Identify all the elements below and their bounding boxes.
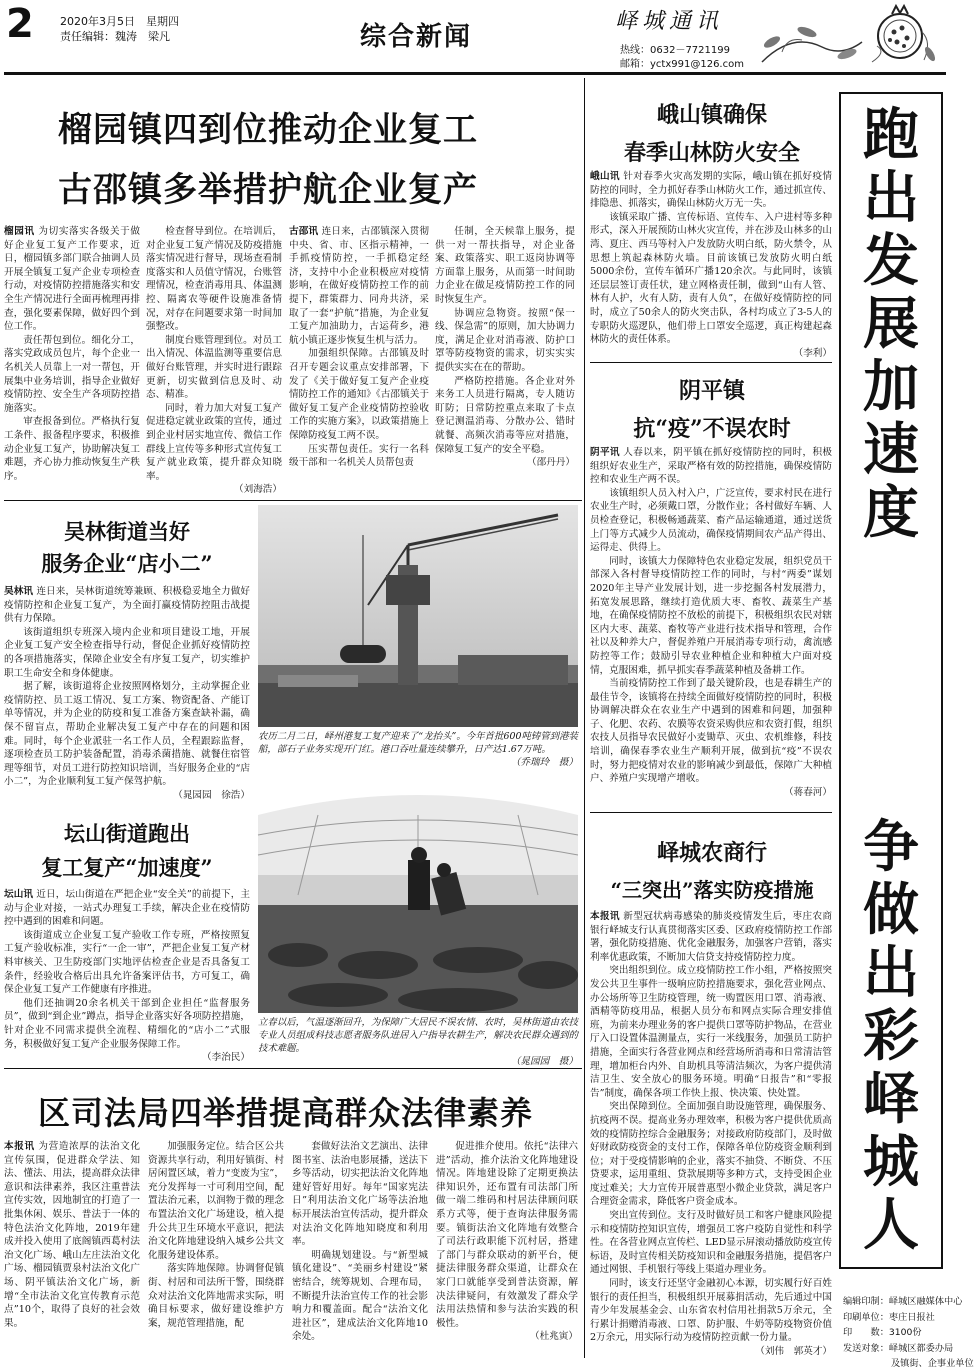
paragraph: 加强服务定位。结合区公共资源共享行动，利用好镇街、村居闲置区域，着力“变废为宝”，充分发挥每一寸可利用空间，配置法治元素，以润物于微的理念布置法治文化广场建设，植入提升公共卫生环境水平意识，把法治文化阵地建设纳入城乡公共文化服务建设体系。 bbox=[148, 1141, 284, 1261]
editor-line: 责任编辑：魏涛 梁凡 bbox=[60, 30, 170, 43]
paragraph: 套做好法治文艺演出、法律图书室、法治电影展播，送法下乡等活动，切实把法治文化阵地建好管好用好。每年“国家宪法日”利用法治文化广场等法治地标开展法治宣传活动，提升群众对法治文化阵地知晓度和利用率。 bbox=[292, 1141, 428, 1248]
photo-credit: （乔瑞玲 摄） bbox=[510, 757, 578, 768]
greenhouse-photo bbox=[258, 815, 578, 1013]
paragraph: 促进推介使用。依托“法律六进”活动，推介法治文化阵地建设情况。阵地建设除了定期更换法律知识外，还布置有司法部门所做一端二维码和村居法律顾问联系方式等，便于查询法律服务需要。镇街法治文化阵地有效整合了司法行政职能下沉村居，搭建了部门与群众联动的新平台，便捷法律服务群众渠道，让群众在家门口就能享受到普法资源，解决法律疑问，有效激发了群众学法用法热情和参与法治实践的积极性。 bbox=[436, 1141, 578, 1329]
headline-nongshang-1: 峄城农商行 bbox=[656, 840, 767, 866]
paragraph: 该镇组织人员入村入户，广泛宣传，要求村民在进行农业生产时，必须戴口罩，分散作业；各村做好车辆、人员检查登记，积极畅通蔬菜、畜产品运输通道，通过送货上门等方式减少人员流动，确保疫情期间农产品产得出、运得走、供得上。 bbox=[590, 487, 832, 554]
divider bbox=[4, 500, 582, 501]
header-rule bbox=[4, 72, 946, 75]
headline-liuyuan: 榴园镇四到位推动企业复工 bbox=[58, 110, 478, 150]
paragraph: 明确规划建设。与“新型城镇化建设”、“美丽乡村建设”紧密结合，统筹规划、合理布局，不断提升法治宣传工作的社会影响力和覆盖面。配合“法治文化进社区”，建成法治文化阵地10余处。 bbox=[292, 1249, 428, 1343]
photo-credit: （晁园园 摄） bbox=[510, 1056, 578, 1067]
paragraph: 当前疫情防控工作到了最关键阶段，也是春耕生产的最佳节令，该镇将在持续全面做好疫情防控的同时，积极协调解决群众在农业生产中遇到的困难和问题，加强种子、化肥、农药、农膜等农资采购供应和农资打假，组织农技人员指导农民做好小麦锄草、灭虫、农机维修，科技培训，确保春季农业生产顺利开展，做到抗“疫”不误农时，努力把疫情对农业的影响减少到最低，保障广大种植户、养殖户实现增产增收。 bbox=[590, 678, 832, 785]
paragraph: 突出组织到位。成立疫情防控工作小组，严格按照突发公共卫生事件一级响应防控措施要求，强化营业网点、办公场所等卫生防疫管理，统一购置医用口罩、消毒液、酒精等防疫用品，根据人员分布和网点实际合理安排值班，为前来办理业务的客户提供口罩等防护物品，在营业厅入口设置体温测量点，实行一米线服务，加强员工防护措施，全面实行各营业网点和经营场所消毒和日常清洁管理，增加柜台内外、自助机具等清洁频次，为客户提供清洁卫生、安全放心的服务环境。明确“日报告”和“零报告”制度，确保各项工作快上报、快决策、快处置。 bbox=[590, 965, 832, 1099]
paragraph: 连日来，古邵镇深入贯彻中央、省、市、区指示精神，一手抓疫情防控，一手抓稳定经济，支持中小企业积极应对疫情影响，在做好疫情防控工作的前提下，群策群力、同舟共济，采取了一套“护航”措施，为企业复工复产加油助力，古运荷乡，港航小镇正逐步恢复生机与活力。 bbox=[289, 226, 429, 346]
paragraph: 压实帮包责任。实行一名科级干部和一名机关人员帮包责 bbox=[289, 443, 429, 469]
slogan-char: 争 bbox=[863, 815, 919, 880]
slogan-char: 跑 bbox=[863, 103, 919, 168]
byline: （刘伟 郭英才） bbox=[755, 1346, 832, 1357]
paragraph: 突出宣传到位。支行及时做好员工和客户健康风险提示和疫情防控知识宣传，增强员工客户疫防自觉性和科学性。在各营业网点宣传栏、LED显示屏滚动播放防疫宣传标语，及时宣传相关防疫知识和金融服务措施，提倡客户通过网银、手机银行等线上渠道办理业务。 bbox=[590, 1210, 832, 1276]
publisher: 编辑印制：峄城区融媒体中心 bbox=[843, 1296, 963, 1307]
byline: （杜兆寅） bbox=[530, 1331, 578, 1343]
headline-tanshan-1: 坛山街道跑出 bbox=[64, 821, 190, 846]
slogan-line1 bbox=[841, 104, 941, 545]
slogan-char: 人 bbox=[863, 1193, 919, 1258]
publication-info bbox=[843, 1294, 974, 1372]
byline: （李治民） bbox=[202, 1052, 250, 1064]
divider bbox=[4, 1068, 582, 1069]
slogan-char: 发 bbox=[863, 229, 919, 294]
paragraph: 落实阵地保障。协调督促镇街、村居和司法所干警，围绕群众对法治文化阵地需求实际，明确目标要求，做好建设维护方案，规范管理措施，配 bbox=[148, 1263, 284, 1329]
sifa-col1 bbox=[4, 1140, 140, 1362]
headline-nongshang-2: “三突出”落实防疫措施 bbox=[610, 878, 814, 902]
paragraph: 协调应急物资。按照“保一线、保急需”的原则，加大协调力度，满足企业对消毒液、防护口罩等防疫物资的需求，切实实实提供实实在在的帮助。 bbox=[435, 307, 575, 373]
slogan-char: 彩 bbox=[863, 1004, 919, 1069]
paragraph: 据了解，该街道将企业按照网格划分，主动掌握企业疫情防控、员工返工情况、复工方案、物资配备、产能订单等情况，并为企业的防疫和复工准备方案查缺补漏，确保不留盲点，帮助企业解决复工复产中存在的问题和困难。同时，每个企业派驻一名工作人员，全程跟踪监督，逐项检查员工防护装备配置，消毒杀菌措施、就餐住宿管理等细节，对员工进行防控知识培训，当好服务企业的“店小二”，为企业顺利复工复产保驾护航。 bbox=[4, 681, 250, 788]
headline-gushao: 古邵镇多举措护航企业复产 bbox=[58, 170, 478, 210]
eshan-body bbox=[590, 170, 833, 359]
paragraph: 他们还抽调20余名机关干部到企业担任“监督服务员”，做到“到企业”蹲点，指导企业落实好各项防控措施，针对企业不同需求提供全流程、精细化的“店小二”式服务，积极做好复工复产企业服务保障工作。 bbox=[4, 997, 250, 1050]
dateline: 本报讯 bbox=[590, 911, 620, 922]
caption-text: 农历二月二日，峄州港复工复产迎来了“龙抬头”。今年首批600吨铸管到港装船，部石子业务实现开门红。港口吞吐量连续攀升，日产达1.67万吨。 bbox=[258, 731, 578, 755]
liuyuan-col2 bbox=[146, 225, 282, 495]
byline: （李利） bbox=[793, 347, 832, 359]
headline-yinping-1: 阴平镇 bbox=[678, 378, 745, 404]
paragraph: 同时，该镇大力保障特色农业稳定发展，组织党员干部深入各村督导疫情防控工作的同时，与村“两委”谋划2020年主导产业发展计划，进一步挖掘各村发展潜力，拓宽发展思路，继续打造优质大枣、畜牧、蔬菜生产基地，在确保疫情防控不放松的前提下，积极组织农民对辖区内大枣、蔬菜、畜牧等产业进行技术指导和管理，合作社以及种养大户，督促养殖户开展消毒专项行动，禽流感防控等工作；鼓励引导农业种植企业和种植大户面对疫情，克服困难，抓早抓实春季蔬菜种植及备耕工作。 bbox=[590, 555, 832, 676]
dateline: 峨山讯 bbox=[590, 171, 620, 182]
page-number: 2 bbox=[6, 1, 34, 47]
nongshang-body bbox=[590, 910, 832, 1362]
byline: （刘海浩） bbox=[234, 484, 282, 496]
slogan-char: 出 bbox=[863, 941, 919, 1006]
photo1-caption bbox=[258, 730, 578, 796]
sifa-col4 bbox=[436, 1140, 578, 1362]
sifa-col3 bbox=[292, 1140, 428, 1362]
paragraph: 同时，着力加大对复工复产促进稳定就业政策的宣传，通过到企业村居实地宣传、微信工作群线上宣传等多种形式宣传复工复产就业政策，提升群众知晓率。 bbox=[146, 402, 282, 482]
slogan-char: 展 bbox=[863, 292, 919, 357]
newspaper-brand: 峄城通讯 bbox=[615, 9, 724, 34]
byline: （蒋春河） bbox=[784, 786, 832, 798]
column-divider bbox=[584, 78, 585, 1358]
headline-wulin-2: 服务企业“店小二” bbox=[41, 551, 213, 576]
photo2-caption bbox=[258, 1016, 578, 1067]
paragraph: 新型冠状病毒感染的肺炎疫情发生后，枣庄农商银行峄城支行认真贯彻落实区委、区政府疫情防控工作部署，强化防疫措施、优化金融服务，加强客户营销，落实利率优惠政策，不断加大信贷支持疫情防控力度。 bbox=[590, 911, 833, 963]
paragraph: 审查报备到位。严格执行复工条件、报备程序要求，积极推动企业复工复产，协助解决复工难题，齐心协力推动恢复生产秩序。 bbox=[4, 416, 140, 482]
slogan-char: 做 bbox=[863, 878, 919, 943]
paragraph: 严格防控措施。各企业对外来务工人员进行隔离，专人随访盯防；日常防控重点来取了卡点登记测温消毒、分散办公、错时就餐、高频次消毒等应对措施，保障复工复产的安全平稳。 bbox=[435, 375, 575, 455]
dateline: 吴林讯 bbox=[4, 586, 34, 597]
slogan-char: 出 bbox=[863, 166, 919, 231]
paragraph: 近日，坛山街道在严把企业“安全关”的前提下，主动与企业对接，一站式办理复工手续，解决企业在疫情防控中遇到的困难和问题。 bbox=[4, 889, 251, 928]
paragraph: 该镇采取广播、宣传标语、宣传车、入户进村等多种形式，深入开展预防山林火灾宣传，并在涉及山林多的山湾、夏庄、西马等村入户发放防火明白纸，防火禁令，从思想上筑起森林防火墙。目前该镇已发放防火明白纸5000余份，宣传车循环广播120余次。与此同时，该镇还层层签订责任状，建立网格责任制，做到“山有人管、林有人护，火有人防，责有人负”，在做好疫情防控的同时，成立了50余人的防火突击队，各村均成立了3-5人的专职防火巡逻队，他们带上口罩安全巡逻，真正构建起森林防火的责任体系。 bbox=[590, 211, 832, 346]
print-run: 印 数：3100份 bbox=[843, 1327, 922, 1338]
liuyuan-col1 bbox=[4, 225, 140, 495]
printer: 印刷单位：枣庄日报社 bbox=[843, 1311, 935, 1323]
paragraph: 该街道组织专班深入境内企业和项目建设工地，开展企业复工复产安全检查指导行动，督促企业抓好疫情防控的各项措施落实，保障企业安全有序复工复产，切实维护职工生命安全和身体健康。 bbox=[4, 626, 250, 679]
contact-info bbox=[620, 44, 744, 72]
yinping-body bbox=[590, 446, 832, 808]
headline-eshan-2: 春季山林防火安全 bbox=[623, 140, 800, 166]
issue-meta bbox=[60, 14, 179, 44]
paragraph: 人春以来，阴平镇在抓好疫情防控的同时，积极组织好农业生产，采取严格有效的防控措施，确保疫情防控和农业生产两不误。 bbox=[590, 447, 833, 486]
paragraph: 检查督导到位。在培训后，对企业复工复产情况及防疫措施落实情况进行督导，现场查看制度落实和人员值守情况，台账管理情况，检查消毒用具、体温测控、隔离农等硬件设施准备情况，对存在问题要求第一时间加强整改。 bbox=[146, 226, 282, 333]
gushao-col3 bbox=[289, 225, 429, 495]
paragraph: 同时，该支行还坚守金融初心本源，切实履行好百姓银行的责任担当，积极组织开展募捐活动，先后通过中国青少年发展基金会、山东省农村信用社捐款5万余元，全行累计捐赠消毒液、口罩、防护服、牛奶等防疫物资价值2万余元，用实际行动为疫情防控贡献一份力量。 bbox=[590, 1278, 832, 1344]
headline-tanshan-2: 复工复产“加速度” bbox=[41, 855, 213, 880]
section-title: 综合新闻 bbox=[360, 22, 473, 52]
paragraph: 突出保障到位。全面加强自助设施管理，确保服务、抗疫两不误。提高业务办理效率，积极为客户提供优质高效的疫情防控综合金融服务；对接政府防疫部门，及时做好财政防疫资金的支付工作，保障各单位防疫资金顺利到位；对于受疫情影响的企业，落实不抽贷、不断贷、不压贷要求，运用重组、贷款展期等多种方式，支持受困企业度过难关；大力宣传开展普惠型小微企业贷款，满足客户合理资金需求，降低客户资金成本。 bbox=[590, 1101, 832, 1208]
paragraph: 连日来，吴林街道统筹兼顾、积极稳妥地全力做好疫情防控和企业复工复产，为全面打赢疫情防控阻击战提供有力保障。 bbox=[4, 586, 251, 625]
dateline: 阴平讯 bbox=[590, 447, 620, 458]
date-line: 2020年3月5日 星期四 bbox=[60, 15, 179, 28]
headline-wulin-1: 吴林街道当好 bbox=[64, 519, 190, 544]
paragraph: 为切实落实各级关于做好企业复工复产工作要求，近日，榴园镇多部门联合抽调人员开展全镇复工复产企业专项检查行动，对疫情防控措施落实和安全生产情况进行全面再梳理再排查，强化要素保障，做好四个到位工作。 bbox=[4, 226, 141, 333]
paragraph: 责任帮包到位。细化分工，落实党政成员包片，每个企业一名机关人员靠上一对一帮包，开展集中业务培训，指导企业做好疫情防控、安全生产各项防控措施落实。 bbox=[4, 334, 140, 414]
paragraph: 针对春季火灾高发期的实际，峨山镇在抓好疫情防控的同时，全力抓好春季山林防火工作，通过抓宣传、排隐患、抓落实，确保山林防火万无一失。 bbox=[590, 171, 833, 210]
tanshan-body bbox=[4, 888, 251, 1064]
sifa-col2 bbox=[148, 1140, 284, 1362]
dateline: 坛山讯 bbox=[4, 889, 34, 900]
slogan-char: 城 bbox=[863, 1130, 919, 1195]
headline-yinping-2: 抗“疫”不误农时 bbox=[633, 416, 791, 442]
byline: （邵丹丹） bbox=[527, 457, 575, 469]
distribution-cont: 及镇街、企事业单位 bbox=[891, 1358, 974, 1369]
paragraph: 加强组织保障。古邵镇及时召开专题会议重点安排部署，下发了《关于做好复工复产企业疫情防控工作的通知》《古邵镇关于做好复工复产企业疫情防控验收工作的实施方案》，以政策措施上保障防疫复工两不误。 bbox=[289, 348, 429, 441]
wulin-body bbox=[4, 585, 250, 800]
port-crane-photo bbox=[258, 505, 578, 727]
slogan-line2 bbox=[841, 816, 941, 1257]
email: 邮箱：yctx991@126.com bbox=[620, 59, 744, 70]
distribution: 发送对象：峄城区都委办局 bbox=[843, 1342, 954, 1354]
dateline: 古邵讯 bbox=[289, 226, 319, 237]
divider bbox=[590, 812, 832, 813]
pomegranate-decoration-icon bbox=[752, 2, 942, 70]
paragraph: 制度台账管理到位。对员工出入情况、体温监测等重要信息做好台账管理，并实时进行跟踪更新，切实做到信息及时、动态、精准。 bbox=[146, 334, 282, 401]
caption-text: 立春以后，气温逐渐回升，为保障广大居民不误农情、农时，吴林街道由农技专业人员组成科技志愿者服务队进居入户指导农耕生产，解决农民群众遇到的技术难题。 bbox=[258, 1017, 578, 1054]
headline-sifa: 区司法局四举措提高群众法律素养 bbox=[38, 1094, 534, 1132]
slogan-char: 速 bbox=[863, 418, 919, 483]
gushao-col4 bbox=[435, 225, 575, 495]
paragraph: 任制，全天候靠上服务，提供一对一帮扶指导，对企业备案、政策落实、职工返岗协调等方面靠上服务，从而第一时间助力企业在做足疫情防控工作的同时恢复生产。 bbox=[435, 226, 575, 305]
slogan-char: 度 bbox=[863, 481, 919, 546]
hotline: 热线：0632－7721199 bbox=[620, 45, 730, 56]
slogan-box bbox=[839, 92, 943, 1269]
slogan-char: 加 bbox=[863, 355, 919, 420]
slogan-char: 峄 bbox=[863, 1067, 919, 1132]
paragraph: 为营造浓厚的法治文化宣传氛围，促进群众学法、知法、懂法、用法，提高群众法律意识和法律素养，我区注重普法宣传实效，因地制宜的打造了一批集休闲、娱乐、普法于一体的特色法治文化阵地，2019年建成并投入使用了底阁镇西葛村法治文化广场、峨山左庄法治文化广场、榴园镇贾泉村法治文化广场、阴平镇法治文化广场，新增“全市法治文化宣传教育示范点”10个，取得了良好的社会效果。 bbox=[4, 1141, 141, 1329]
dateline: 本报讯 bbox=[4, 1141, 35, 1152]
byline: （晁园园 徐浩） bbox=[173, 789, 250, 801]
headline-eshan-1: 峨山镇确保 bbox=[656, 102, 767, 128]
paragraph: 该街道成立企业复工复产验收工作专班，严格按照复工复产验收标准，实行“一企一审”，严把企业复工复产材料审核关、卫生防疫部门实地评估检查企业是否具备复工条件，经验收合格后出具允许备案评估书，方可复工，确保企业复工复产工作健康有序推进。 bbox=[4, 929, 250, 996]
dateline: 榴园讯 bbox=[4, 226, 35, 237]
divider bbox=[590, 362, 832, 363]
